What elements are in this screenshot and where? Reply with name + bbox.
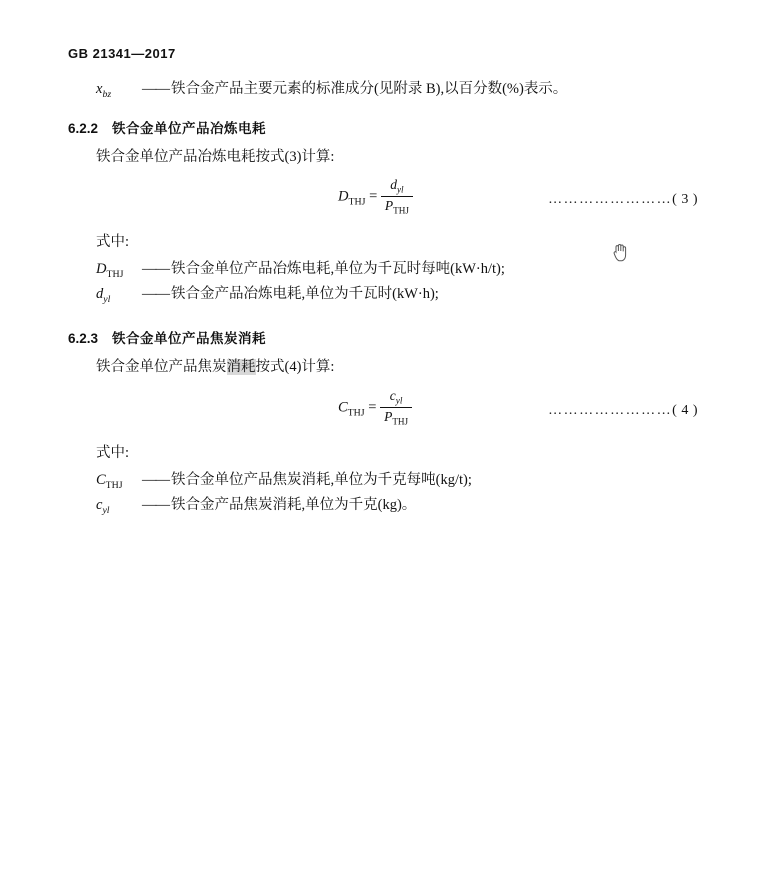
definition-line-c-yl — [68, 494, 698, 519]
definition-line-d-yl — [68, 283, 698, 308]
section-622-where-label: 式中: — [96, 234, 130, 251]
definition-line-xbz — [68, 78, 698, 103]
definition-line-C-THJ — [68, 469, 698, 494]
definition-dash: —— — [142, 471, 169, 488]
formula-4-fraction — [380, 388, 412, 426]
formula-3-label: ( 3 ) — [672, 192, 698, 208]
formula-3-equals: = — [369, 188, 378, 205]
symbol-C-THJ: $C_{THJ}$ — [96, 471, 123, 491]
formula-4-equals: = — [368, 399, 377, 416]
formula-4-numerator: $c_{yl}$ — [380, 388, 412, 408]
section-heading-623 — [68, 327, 698, 347]
formula-3-numerator: $d_{yl}$ — [381, 177, 413, 197]
symbol-x-bz: $x_{bz}$ — [96, 81, 112, 100]
symbol-c-yl: $c_{yl}$ — [96, 496, 110, 516]
section-number-623: 6.2.3 — [68, 331, 99, 347]
section-623-intro-highlight: 消耗 — [226, 359, 256, 376]
definition-line-D-THJ — [68, 258, 698, 283]
symbol-D-THJ: $D_{THJ}$ — [96, 261, 124, 281]
section-623-intro-post: 按式(4)计算: — [255, 359, 335, 376]
section-title-622: 铁合金单位产品冶炼电耗 — [112, 120, 266, 136]
formula-3-denominator: $P_{THJ}$ — [384, 198, 409, 216]
formula-4-number — [548, 403, 698, 419]
formula-3-fraction — [381, 177, 413, 215]
formula-4-label: ( 4 ) — [672, 403, 698, 419]
definition-dash: —— — [142, 261, 169, 278]
definition-dash: —— — [142, 81, 169, 97]
definition-text: 铁合金产品焦炭消耗,单位为千克(kg)。 — [171, 496, 417, 513]
section-623-where-label: 式中: — [96, 445, 130, 462]
document-content — [68, 78, 698, 520]
definition-text: 铁合金单位产品焦炭消耗,单位为千克每吨(kg/t); — [171, 471, 472, 488]
symbol-d-yl: $d_{yl}$ — [96, 285, 111, 305]
section-623-intro-pre: 铁合金单位产品焦炭 — [96, 359, 227, 376]
definition-text: 铁合金单位产品冶炼电耗,单位为千瓦时每吨(kW·h/t); — [171, 261, 505, 278]
standard-header: GB 21341—2017 — [68, 46, 176, 61]
formula-3-number — [548, 192, 698, 208]
section-number-622: 6.2.2 — [68, 120, 99, 136]
section-622-definitions — [68, 258, 698, 307]
section-heading-622 — [68, 117, 698, 137]
formula-3: $D_{THJ}$ = $\frac{d_{yl}}{P_{THJ}}$ — [338, 178, 413, 216]
section-title-623: 铁合金单位产品焦炭消耗 — [112, 331, 266, 347]
section-622-intro: 铁合金单位产品冶炼电耗按式(3)计算: — [96, 148, 335, 165]
formula-4-denominator: $P_{THJ}$ — [384, 408, 409, 427]
formula-4-leader-dots: …………………… — [548, 403, 673, 419]
definition-dash: —— — [142, 285, 169, 302]
formula-4: $C_{THJ}$ = $\frac{c_{yl}}{P_{THJ}}$ — [338, 389, 412, 427]
definition-text: 铁合金产品冶炼电耗,单位为千瓦时(kW·h); — [171, 285, 439, 302]
section-623-definitions — [68, 469, 698, 518]
formula-3-row — [68, 178, 698, 224]
definition-dash: —— — [142, 496, 169, 513]
definition-text: 铁合金产品主要元素的标准成分(见附录 B),以百分数(%)表示。 — [171, 81, 568, 97]
formula-3-leader-dots: …………………… — [548, 192, 673, 208]
formula-4-row — [68, 389, 698, 435]
section-623-intro — [68, 357, 698, 379]
